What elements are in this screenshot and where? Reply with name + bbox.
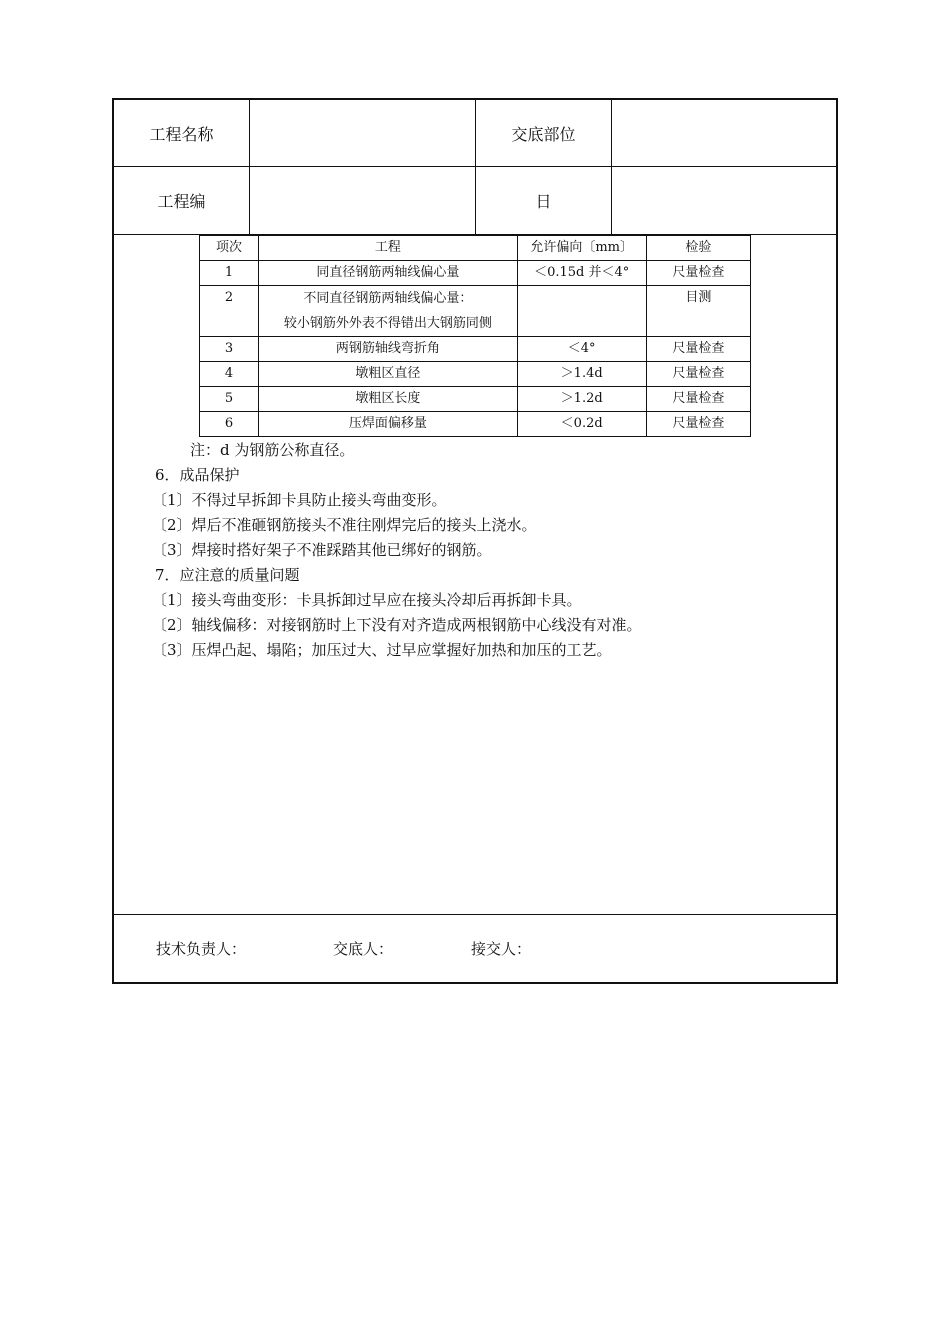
project-no-value[interactable] xyxy=(250,167,475,234)
disclosure-content xyxy=(152,438,812,663)
section-7-item: 〔3〕压焊凸起、塌陷；加压过大、过早应掌握好加热和加压的工艺。 xyxy=(152,641,612,659)
row-item: 两钢筋轴线弯折角 xyxy=(259,337,517,362)
row-method: 尺量检查 xyxy=(646,337,750,362)
row-tolerance: ＞1.4d xyxy=(517,362,646,387)
section-7-item: 〔2〕轴线偏移：对接钢筋时上下没有对齐造成两根钢筋中心线没有对准。 xyxy=(152,616,642,634)
row-method: 尺量检查 xyxy=(646,387,750,412)
date-label: 日 xyxy=(535,192,552,211)
table-header-row xyxy=(200,236,751,261)
table-row xyxy=(200,362,751,387)
disclosure-form xyxy=(112,98,838,984)
receiver-label: 接交人： xyxy=(471,940,532,958)
row-item-line-2: 较小钢筋外外表不得错出大钢筋同侧 xyxy=(283,316,492,331)
row-item-line-1: 不同直径钢筋两轴线偏心量： xyxy=(303,291,473,306)
table-row xyxy=(200,387,751,412)
table-note: 注：d 为钢筋公称直径。 xyxy=(190,441,355,459)
col-header-item: 工程 xyxy=(259,236,517,261)
row-no: 4 xyxy=(200,362,259,387)
col-header-tolerance: 允许偏向〔mm〕 xyxy=(517,236,646,261)
row-item: 墩粗区长度 xyxy=(259,387,517,412)
tech-lead-label: 技术负责人： xyxy=(156,940,247,958)
date-value[interactable] xyxy=(612,167,836,234)
row-item: 墩粗区直径 xyxy=(259,362,517,387)
table-row xyxy=(200,286,751,337)
table-row xyxy=(200,337,751,362)
col-header-method: 检验 xyxy=(646,236,750,261)
row-no: 6 xyxy=(200,412,259,437)
row-no: 1 xyxy=(200,261,259,286)
signature-divider xyxy=(114,914,836,915)
section-6-item: 〔3〕焊接时搭好架子不准踩踏其他已绑好的钢筋。 xyxy=(152,541,492,559)
row-tolerance: ＜4° xyxy=(517,337,646,362)
row-method: 尺量检查 xyxy=(646,362,750,387)
section-7-item: 〔1〕接头弯曲变形：卡具拆卸过早应在接头冷却后再拆卸卡具。 xyxy=(152,591,582,609)
row-tolerance: ＜0.2d xyxy=(517,412,646,437)
row-no: 2 xyxy=(200,286,259,337)
col-header-no: 项次 xyxy=(200,236,259,261)
project-no-label: 工程编 xyxy=(157,192,206,211)
row-tolerance: ＞1.2d xyxy=(517,387,646,412)
row-tolerance xyxy=(517,286,646,337)
project-name-label: 工程名称 xyxy=(149,124,214,144)
disclosure-part-value[interactable] xyxy=(612,100,836,166)
table-row xyxy=(200,412,751,437)
section-7-title: 7．应注意的质量问题 xyxy=(155,566,300,584)
row-no: 3 xyxy=(200,337,259,362)
section-6-item: 〔1〕不得过早拆卸卡具防止接头弯曲变形。 xyxy=(152,491,447,509)
row-method: 目测 xyxy=(646,286,750,337)
row-method: 尺量检查 xyxy=(646,412,750,437)
row-item xyxy=(259,286,517,337)
section-6-item: 〔2〕焊后不准砸钢筋接头不准往刚焊完后的接头上浇水。 xyxy=(152,516,537,534)
row-item: 同直径钢筋两轴线偏心量 xyxy=(259,261,517,286)
row-tolerance: ＜0.15d 并＜4° xyxy=(517,261,646,286)
row-method: 尺量检查 xyxy=(646,261,750,286)
row-item: 压焊面偏移量 xyxy=(259,412,517,437)
discloser-label: 交底人： xyxy=(333,940,394,958)
tolerance-table xyxy=(199,235,751,437)
project-name-value[interactable] xyxy=(250,100,475,166)
row-no: 5 xyxy=(200,387,259,412)
section-6-title: 6．成品保护 xyxy=(155,466,240,484)
disclosure-part-label: 交底部位 xyxy=(511,124,576,144)
table-row xyxy=(200,261,751,286)
